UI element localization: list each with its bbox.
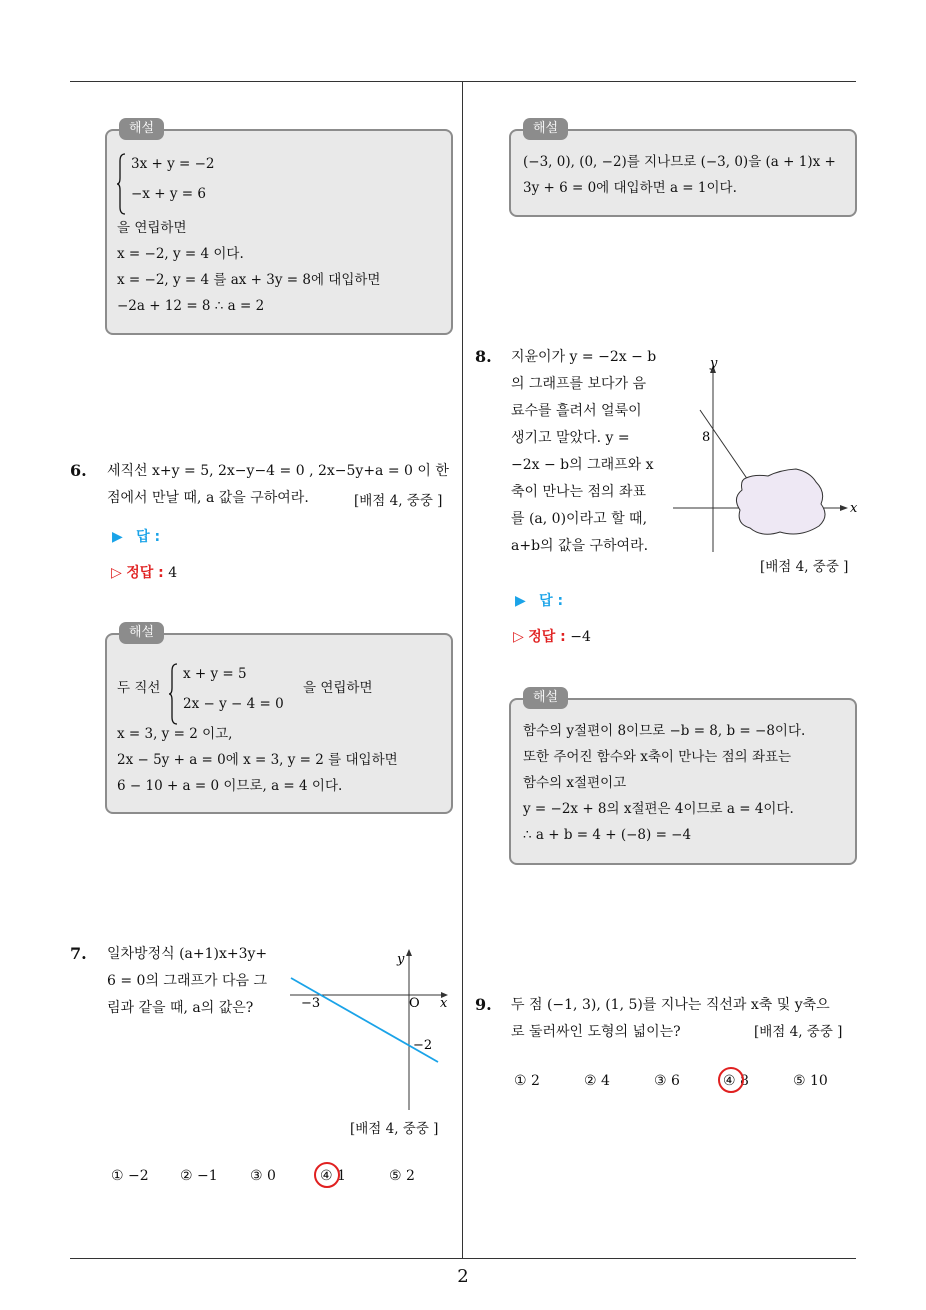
- question-line: −2x − b의 그래프와 x: [511, 457, 654, 473]
- choice-5[interactable]: ⑤ 2: [389, 1168, 415, 1184]
- solution-box-q6: [105, 625, 453, 814]
- solution-line: (−3, 0), (0, −2)를 지나므로 (−3, 0)을 (a + 1)x +: [523, 154, 836, 170]
- solution-tag: 해설: [119, 118, 164, 140]
- solution-line: 3y + 6 = 0에 대입하면 a = 1이다.: [523, 180, 737, 196]
- choice-4[interactable]: ④ 8: [723, 1073, 749, 1089]
- origin-label: O: [409, 996, 420, 1011]
- correct-value: 4: [168, 565, 178, 581]
- points-label: [배점 4, 중중 ]: [754, 1024, 843, 1040]
- graph-line: [700, 410, 748, 480]
- x-axis-arrow-icon: [840, 505, 848, 511]
- question-line: a+b의 값을 구하여라.: [511, 538, 649, 554]
- solution-line: 을 연립하면: [303, 680, 373, 696]
- solution-line: x = 3, y = 2 이고,: [117, 726, 233, 742]
- brace-icon: [117, 153, 127, 215]
- question-line: 6 = 0의 그래프가 다음 그: [107, 973, 267, 989]
- solution-line: 두 직선: [117, 680, 161, 696]
- solution-tag: 해설: [523, 118, 568, 140]
- solution-line: −2a + 12 = 8 ∴ a = 2: [117, 298, 265, 314]
- system-eq-1: x + y = 5: [183, 666, 247, 682]
- solution-line: 함수의 y절편이 8이므로 −b = 8, b = −8이다.: [523, 723, 806, 739]
- x-axis-label: x: [440, 996, 448, 1011]
- question-number-7: 7.: [70, 944, 87, 963]
- solution-box-q7: [509, 121, 857, 217]
- choice-2[interactable]: ② 4: [584, 1073, 610, 1089]
- bottom-rule: [70, 1258, 856, 1259]
- question-line: 료수를 흘려서 얼룩이: [511, 403, 642, 419]
- choice-4[interactable]: ④ 1: [320, 1168, 346, 1184]
- answer-field-q6[interactable]: [112, 526, 160, 546]
- question-number-8: 8.: [475, 347, 492, 366]
- stain-blob: [736, 469, 825, 534]
- solution-tag: 해설: [119, 622, 164, 644]
- x-intercept-label: −3: [301, 996, 321, 1011]
- question-line: 생기고 말았다. y =: [511, 430, 630, 446]
- top-rule: [70, 81, 856, 82]
- question-7-text: [107, 941, 267, 1022]
- solution-line: x = −2, y = 4 를 ax + 3y = 8에 대입하면: [117, 272, 381, 288]
- question-line: 세직선 x+y = 5, 2x−y−4 = 0 , 2x−5y+a = 0 이 한: [107, 463, 449, 479]
- brace-icon: [169, 663, 179, 725]
- solution-line: x = −2, y = 4 이다.: [117, 246, 244, 262]
- solution-line: y = −2x + 8의 x절편은 4이므로 a = 4이다.: [523, 801, 794, 817]
- correct-answer-q8: [513, 626, 591, 646]
- question-number-9: 9.: [475, 995, 492, 1014]
- choice-2[interactable]: ② −1: [180, 1168, 218, 1184]
- y-axis-arrow-icon: [406, 949, 412, 956]
- solution-box-q5: [105, 121, 453, 335]
- graph-q7: [286, 945, 456, 1115]
- question-line: 의 그래프를 보다가 음: [511, 376, 647, 392]
- y-intercept-label: −2: [413, 1038, 433, 1053]
- play-outline-icon: ▷: [111, 565, 122, 581]
- page-number: 2: [457, 1266, 469, 1287]
- choice-5[interactable]: ⑤ 10: [793, 1073, 828, 1089]
- answer-label: 답 :: [136, 529, 161, 545]
- question-line: 점에서 만날 때, a 값을 구하여라.: [107, 490, 309, 506]
- system-eq-2: 2x − y − 4 = 0: [183, 696, 284, 712]
- y-axis-label: y: [397, 952, 405, 967]
- question-number-6: 6.: [70, 461, 87, 480]
- points-label: [배점 4, 중중 ]: [354, 493, 443, 509]
- graph-line: [291, 978, 438, 1062]
- solution-line: 6 − 10 + a = 0 이므로, a = 4 이다.: [117, 778, 343, 794]
- points-label: [배점 4, 중중 ]: [760, 559, 849, 575]
- correct-value: −4: [570, 629, 591, 645]
- question-line: 축이 만나는 점의 좌표: [511, 484, 647, 500]
- system-eq-1: 3x + y = −2: [131, 156, 215, 172]
- choice-1[interactable]: ① −2: [111, 1168, 149, 1184]
- choice-3[interactable]: ③ 0: [250, 1168, 276, 1184]
- answer-label: 답 :: [539, 593, 564, 609]
- x-axis-label: x: [850, 501, 858, 516]
- question-line: 림과 같을 때, a의 값은?: [107, 1000, 254, 1016]
- solution-line: 함수의 x절편이고: [523, 775, 627, 791]
- graph-q8: [670, 352, 866, 557]
- play-icon: ▶: [112, 529, 123, 545]
- question-line: 두 점 (−1, 3), (1, 5)를 지나는 직선과 x축 및 y축으: [511, 997, 830, 1013]
- system-eq-2: −x + y = 6: [131, 186, 206, 202]
- answer-field-q8[interactable]: [515, 590, 563, 610]
- solution-line: 2x − 5y + a = 0에 x = 3, y = 2 를 대입하면: [117, 752, 398, 768]
- column-divider: [462, 82, 463, 1258]
- correct-label: 정답 :: [528, 629, 566, 645]
- solution-line: 또한 주어진 함수와 x축이 만나는 점의 좌표는: [523, 749, 792, 765]
- solution-line: 을 연립하면: [117, 220, 187, 236]
- choice-1[interactable]: ① 2: [514, 1073, 540, 1089]
- selected-answer-mark: [718, 1067, 744, 1093]
- play-icon: ▶: [515, 593, 526, 609]
- choice-3[interactable]: ③ 6: [654, 1073, 680, 1089]
- question-line: 를 (a, 0)이라고 할 때,: [511, 511, 648, 527]
- points-label: [배점 4, 중중 ]: [350, 1121, 439, 1137]
- y-intercept-label: 8: [702, 430, 711, 445]
- correct-label: 정답 :: [126, 565, 164, 581]
- question-line: 일차방정식 (a+1)x+3y+: [107, 946, 268, 962]
- question-line: 지윤이가 y = −2x − b: [511, 349, 657, 365]
- y-axis-label: y: [710, 356, 718, 371]
- question-8-text: [511, 344, 661, 560]
- solution-box-q8: [509, 690, 857, 865]
- selected-answer-mark: [314, 1162, 340, 1188]
- play-outline-icon: ▷: [513, 629, 524, 645]
- solution-line: ∴ a + b = 4 + (−8) = −4: [523, 827, 692, 843]
- correct-answer-q6: [111, 562, 177, 582]
- solution-tag: 해설: [523, 687, 568, 709]
- question-line: 로 둘러싸인 도형의 넓이는?: [511, 1024, 681, 1040]
